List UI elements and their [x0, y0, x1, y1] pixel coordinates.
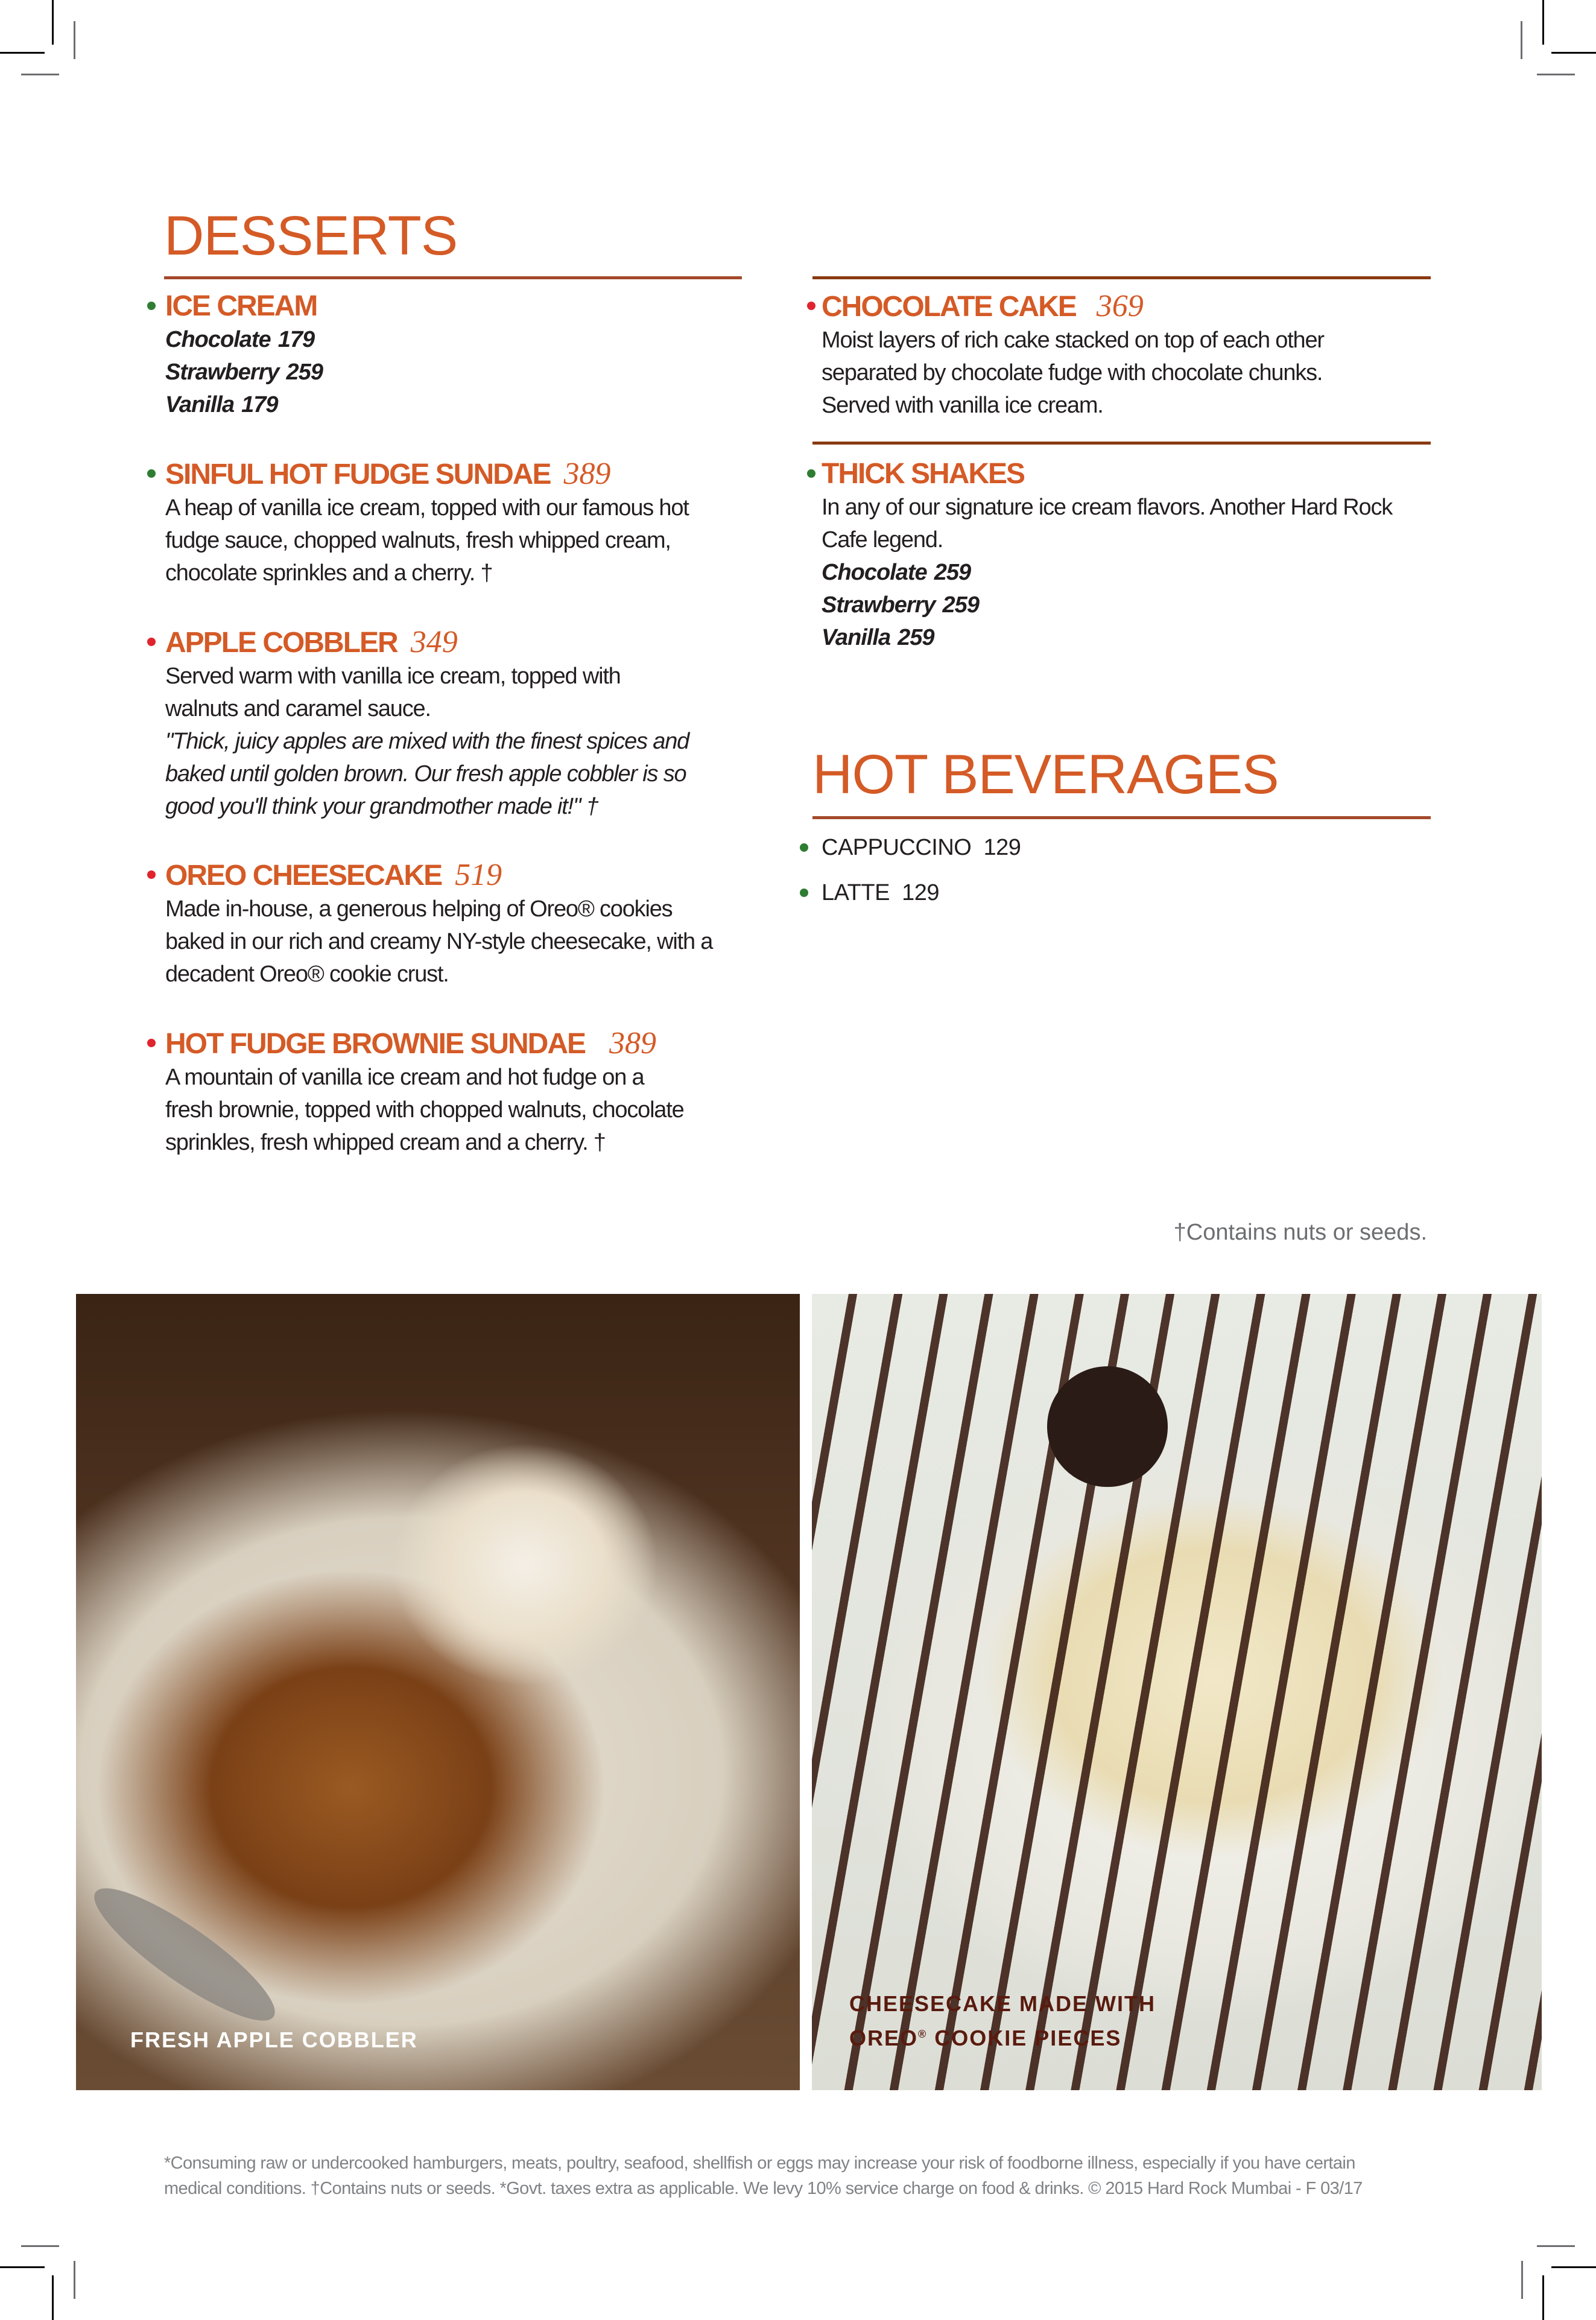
- item-description: In any of our signature ice cream flavors. Another Hard Rock Cafe legend.: [822, 495, 1393, 553]
- item-name: HOT FUDGE BROWNIE SUNDAE: [165, 1028, 585, 1060]
- veg-indicator-icon: [807, 469, 815, 478]
- oreo-cookie-shape: [1047, 1366, 1168, 1487]
- photo-caption: CHEESECAKE MADE WITH OREO® COOKIE PIECES: [849, 1991, 1156, 2050]
- nonveg-indicator-icon: [147, 870, 156, 879]
- menu-item-latte: LATTE 129: [822, 876, 939, 909]
- nonveg-indicator-icon: [807, 302, 815, 310]
- item-description: A heap of vanilla ice cream, topped with our famous hot fudge sauce, chopped walnuts, fresh whipped cream, chocolate sprinkles and a cherry. †: [165, 495, 689, 586]
- photo-apple-cobbler: [76, 1294, 800, 2090]
- nuts-footnote: †Contains nuts or seeds.: [1173, 1220, 1427, 1245]
- item-description: Made in-house, a generous helping of Oreo® cookies baked in our rich and creamy NY-style cheesecake, with a decadent Oreo® cookie crust.: [165, 896, 713, 987]
- item-price: 349: [410, 625, 458, 659]
- photo-caption: FRESH APPLE COBBLER: [130, 2027, 418, 2052]
- item-quote: "Thick, juicy apples are mixed with the finest spices and baked until golden brown. Our fresh apple cobbler is so good you'll think your grandmother made it!" †: [165, 729, 689, 819]
- menu-item-apple-cobbler: [165, 626, 689, 823]
- variant: Strawberry 259: [165, 360, 323, 385]
- veg-indicator-icon: [800, 889, 808, 897]
- section-divider: [812, 276, 1431, 279]
- nonveg-indicator-icon: [147, 1039, 156, 1047]
- menu-item-thick-shakes: [822, 457, 1392, 654]
- item-name: APPLE COBBLER: [165, 627, 397, 659]
- spoon-shape: [80, 1870, 290, 2039]
- veg-indicator-icon: [147, 302, 156, 310]
- item-price: 389: [609, 1026, 656, 1060]
- variant: Strawberry 259: [822, 592, 979, 618]
- photo-oreo-cheesecake: [812, 1294, 1542, 2090]
- veg-indicator-icon: [147, 469, 156, 478]
- veg-indicator-icon: [800, 843, 808, 852]
- menu-item-ice-cream: [165, 290, 323, 421]
- variant: Vanilla 259: [822, 625, 934, 650]
- variant: Chocolate 179: [165, 327, 315, 352]
- section-divider: [812, 816, 1431, 819]
- item-name: ICE CREAM: [165, 290, 317, 322]
- item-description: A mountain of vanilla ice cream and hot fudge on a fresh brownie, topped with chopped walnuts, chocolate sprinkles, fresh whipped cream and a cherry. †: [165, 1065, 684, 1155]
- item-name: SINFUL HOT FUDGE SUNDAE: [165, 458, 551, 490]
- section-divider: [164, 276, 742, 279]
- nonveg-indicator-icon: [147, 638, 156, 646]
- item-description: Served warm with vanilla ice cream, topped with walnuts and caramel sauce.: [165, 664, 621, 721]
- item-price: 369: [1096, 289, 1144, 323]
- menu-item-chocolate-cake: [822, 290, 1324, 422]
- section-title-desserts: DESSERTS: [164, 205, 458, 267]
- section-title-hot-beverages: HOT BEVERAGES: [812, 744, 1279, 805]
- item-name: THICK SHAKES: [822, 458, 1025, 490]
- menu-item-oreo-cheesecake: [165, 858, 712, 990]
- item-price: 389: [563, 457, 611, 491]
- variant: Chocolate 259: [822, 560, 971, 585]
- item-divider: [812, 442, 1431, 445]
- item-name: CHOCOLATE CAKE: [822, 291, 1076, 323]
- variant: Vanilla 179: [165, 392, 278, 417]
- item-name: OREO CHEESECAKE: [165, 860, 442, 892]
- menu-item-hot-fudge-brownie-sundae: [165, 1027, 684, 1159]
- legal-disclaimer: *Consuming raw or undercooked hamburgers, meats, poultry, seafood, shellfish or eggs may increase your risk of foodborne illness, especially if you have certain medical conditions. †Contains nuts or seeds. *Govt. taxes extra as applicable. We levy 10% service charge on food & drinks. © 2015 Hard Rock Mumbai - F 03/17: [164, 2154, 1363, 2198]
- menu-item-sinful-hot-fudge-sundae: [165, 457, 689, 589]
- item-description: Moist layers of rich cake stacked on top of each other separated by chocolate fudge with chocolate chunks. Served with vanilla ice cream.: [822, 328, 1324, 418]
- menu-item-cappuccino: CAPPUCCINO 129: [822, 831, 1021, 864]
- item-price: 519: [455, 858, 502, 892]
